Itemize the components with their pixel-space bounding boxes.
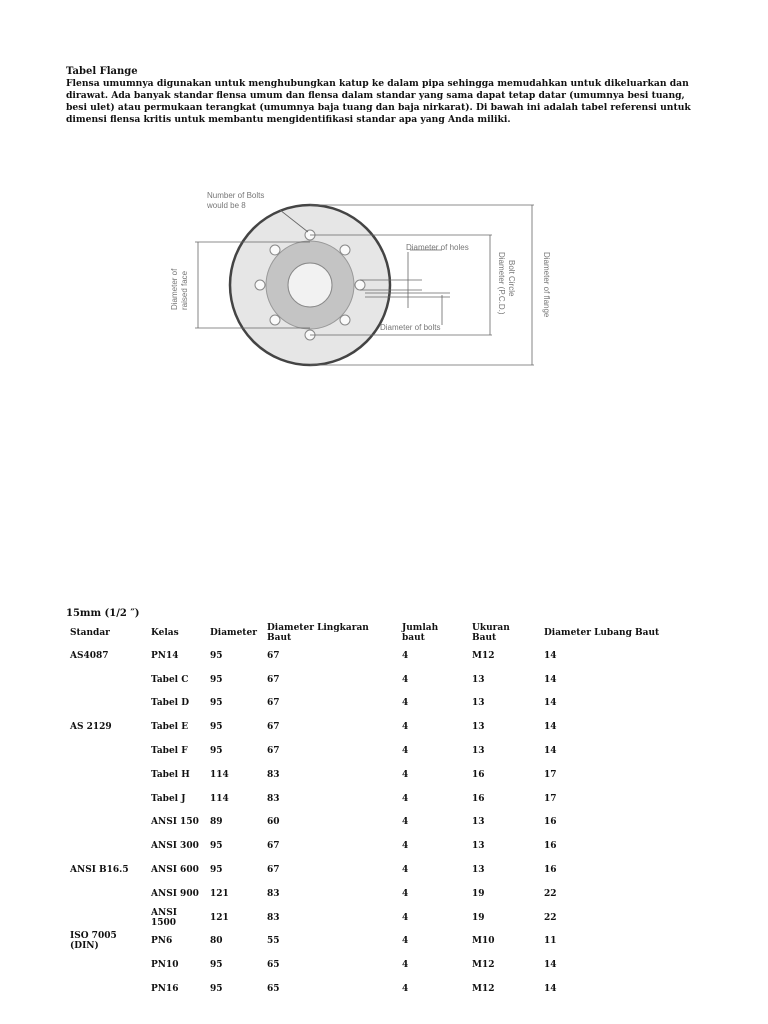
cell-standar: [66, 953, 147, 977]
header-bolt-count: Jumlah baut: [402, 623, 439, 643]
raised-face-label-line2: raised face: [180, 270, 189, 310]
cell-standar: ISO 7005 (DIN): [70, 931, 117, 952]
cell-pcd: 83: [267, 912, 280, 923]
cell-diameter: 95: [210, 841, 223, 852]
cell-standar: [66, 811, 147, 835]
table-row: [66, 882, 668, 906]
cell-hole-diameter: 14: [544, 722, 557, 733]
cell-diameter: 95: [210, 698, 223, 709]
cell-standar: [66, 763, 147, 787]
pcd-label-line1: Bolt Circle: [507, 260, 516, 297]
cell-standar: [66, 787, 147, 811]
bolts-label-line1: Number of Bolts: [207, 191, 265, 200]
cell-bolt-count: 4: [402, 841, 409, 852]
table-row: [66, 930, 668, 954]
bore: [288, 263, 332, 307]
header-standar: Standar: [70, 628, 110, 638]
cell-diameter: 95: [210, 960, 223, 971]
cell-bolt-count: 4: [402, 888, 409, 899]
cell-standar: [66, 668, 147, 692]
cell-bolt-size: 19: [472, 912, 485, 923]
size-heading: 15mm (1/2 ″): [66, 608, 140, 619]
cell-bolt-count: 4: [402, 984, 409, 995]
cell-hole-diameter: 14: [544, 960, 557, 971]
cell-bolt-count: 4: [402, 865, 409, 876]
table-row: [66, 787, 668, 811]
cell-diameter: 114: [210, 793, 229, 804]
cell-bolt-size: 13: [472, 698, 485, 709]
table-row: [66, 858, 668, 882]
cell-bolt-count: 4: [402, 817, 409, 828]
cell-pcd: 83: [267, 793, 280, 804]
cell-pcd: 65: [267, 960, 280, 971]
cell-hole-diameter: 14: [544, 698, 557, 709]
pcd-label-line2: Diameter (P.C.D.): [497, 252, 506, 315]
cell-hole-diameter: 14: [544, 674, 557, 685]
cell-hole-diameter: 14: [544, 984, 557, 995]
cell-bolt-count: 4: [402, 960, 409, 971]
cell-diameter: 95: [210, 674, 223, 685]
cell-kelas: Tabel D: [151, 698, 190, 709]
cell-bolt-size: 13: [472, 722, 485, 733]
bolt-diameter-label: Diameter of bolts: [380, 323, 441, 332]
cell-kelas: Tabel E: [151, 722, 189, 733]
cell-pcd: 67: [267, 746, 280, 757]
cell-diameter: 95: [210, 865, 223, 876]
cell-bolt-size: 13: [472, 817, 485, 828]
table-row: [66, 906, 668, 930]
table-row: [66, 668, 668, 692]
cell-standar: [66, 834, 147, 858]
doc-title: Tabel Flange: [66, 66, 138, 77]
cell-hole-diameter: 16: [544, 817, 557, 828]
cell-pcd: 67: [267, 865, 280, 876]
cell-bolt-count: 4: [402, 746, 409, 757]
cell-standar: ANSI B16.5: [70, 865, 129, 876]
cell-kelas: Tabel J: [151, 793, 186, 804]
cell-diameter: 89: [210, 817, 223, 828]
header-kelas: Kelas: [151, 628, 179, 638]
table-row: [66, 977, 668, 1001]
cell-hole-diameter: 17: [544, 769, 557, 780]
cell-hole-diameter: 16: [544, 841, 557, 852]
cell-bolt-size: M10: [472, 936, 495, 947]
intro-paragraph: Flensa umumnya digunakan untuk menghubungkan katup ke dalam pipa sehingga memudahkan untuk dikeluarkan dan dirawat. Ada banyak standar flensa umum dan flensa dalam standar yang sama dapat tetap datar (umumnya besi tuang, besi ulet) atau permukaan terangkat (umumnya baja tuang dan baja nirkarat). Di bawah ini adalah tabel referensi untuk dimensi flensa kritis untuk membantu mengidentifikasi standar apa yang Anda miliki.: [66, 78, 691, 125]
cell-pcd: 83: [267, 769, 280, 780]
cell-diameter: 95: [210, 650, 223, 661]
cell-bolt-size: 19: [472, 888, 485, 899]
cell-diameter: 121: [210, 912, 229, 923]
cell-standar: [66, 739, 147, 763]
cell-kelas: PN10: [151, 960, 179, 971]
cell-kelas: ANSI 900: [151, 888, 199, 899]
cell-bolt-size: 16: [472, 769, 485, 780]
cell-kelas: ANSI 300: [151, 841, 199, 852]
table-row: [66, 834, 668, 858]
cell-bolt-size: 16: [472, 793, 485, 804]
table-row: [66, 811, 668, 835]
cell-pcd: 60: [267, 817, 280, 828]
cell-standar: [66, 906, 147, 930]
cell-hole-diameter: 11: [544, 936, 557, 947]
table-row: [66, 715, 668, 739]
cell-pcd: 67: [267, 841, 280, 852]
cell-diameter: 95: [210, 984, 223, 995]
cell-diameter: 121: [210, 888, 229, 899]
cell-hole-diameter: 14: [544, 746, 557, 757]
flange-diagram-svg: [160, 160, 560, 370]
flange-diagram: [160, 160, 560, 370]
cell-hole-diameter: 22: [544, 912, 557, 923]
cell-kelas: ANSI 1500: [151, 907, 177, 928]
cell-pcd: 65: [267, 984, 280, 995]
cell-kelas: ANSI 600: [151, 865, 199, 876]
table-row: [66, 644, 668, 668]
cell-diameter: 80: [210, 936, 223, 947]
cell-bolt-size: M12: [472, 650, 495, 661]
cell-bolt-count: 4: [402, 650, 409, 661]
cell-diameter: 95: [210, 746, 223, 757]
cell-kelas: PN16: [151, 984, 179, 995]
raised-face-label-line1: Diameter of: [170, 268, 179, 310]
cell-bolt-count: 4: [402, 912, 409, 923]
cell-kelas: Tabel C: [151, 674, 189, 685]
cell-kelas: ANSI 150: [151, 817, 199, 828]
flange-table: [66, 622, 668, 1001]
table-row: [66, 739, 668, 763]
cell-standar: AS4087: [70, 650, 109, 661]
cell-pcd: 67: [267, 650, 280, 661]
cell-pcd: 67: [267, 722, 280, 733]
cell-bolt-count: 4: [402, 793, 409, 804]
cell-standar: [66, 882, 147, 906]
cell-bolt-count: 4: [402, 698, 409, 709]
cell-bolt-count: 4: [402, 674, 409, 685]
cell-pcd: 55: [267, 936, 280, 947]
cell-hole-diameter: 16: [544, 865, 557, 876]
cell-bolt-count: 4: [402, 936, 409, 947]
holes-label: Diameter of holes: [406, 243, 469, 252]
table-row: [66, 763, 668, 787]
cell-bolt-size: 13: [472, 674, 485, 685]
cell-hole-diameter: 14: [544, 650, 557, 661]
cell-kelas: Tabel H: [151, 769, 190, 780]
cell-bolt-size: 13: [472, 865, 485, 876]
cell-bolt-count: 4: [402, 769, 409, 780]
cell-pcd: 67: [267, 674, 280, 685]
cell-standar: [66, 692, 147, 716]
cell-bolt-size: M12: [472, 960, 495, 971]
cell-standar: [66, 977, 147, 1001]
cell-bolt-size: M12: [472, 984, 495, 995]
cell-bolt-count: 4: [402, 722, 409, 733]
header-hole-diameter: Diameter Lubang Baut: [544, 628, 660, 638]
cell-kelas: Tabel F: [151, 746, 188, 757]
cell-hole-diameter: 22: [544, 888, 557, 899]
cell-kelas: PN14: [151, 650, 179, 661]
cell-hole-diameter: 17: [544, 793, 557, 804]
table-row: [66, 692, 668, 716]
cell-pcd: 83: [267, 888, 280, 899]
cell-bolt-size: 13: [472, 746, 485, 757]
header-diameter: Diameter: [210, 628, 257, 638]
bolts-label-line2: would be 8: [207, 201, 246, 210]
flange-diameter-label: Diameter of flange: [542, 252, 551, 318]
cell-diameter: 95: [210, 722, 223, 733]
cell-pcd: 67: [267, 698, 280, 709]
cell-diameter: 114: [210, 769, 229, 780]
cell-standar: AS 2129: [70, 722, 112, 733]
table-row: [66, 953, 668, 977]
cell-kelas: PN6: [151, 936, 173, 947]
header-bolt-size: Ukuran Baut: [472, 623, 510, 643]
cell-bolt-size: 13: [472, 841, 485, 852]
header-pcd: Diameter Lingkaran Baut: [267, 623, 369, 643]
table-header-row: [66, 622, 668, 644]
